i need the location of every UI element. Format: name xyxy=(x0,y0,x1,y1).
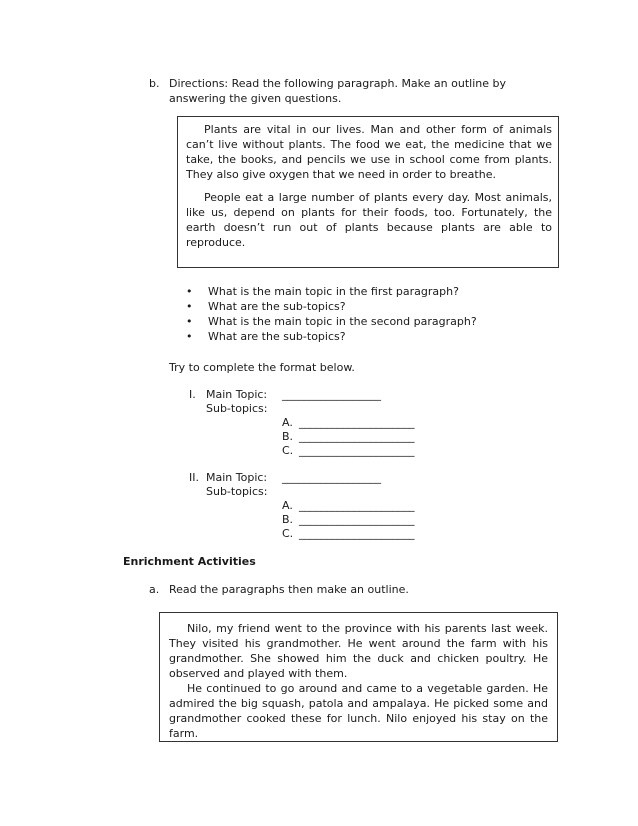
sub-topic-blank[interactable]: _____________________ xyxy=(299,527,415,540)
sub-topic-blank[interactable]: _____________________ xyxy=(299,499,415,512)
story-paragraph-2: He continued to go around and came to a vegetable garden. He admired the big squash, patola and ampalaya. He picked some and grandmother cooked these for lunch. Nilo enjoyed his stay on the farm. xyxy=(169,682,548,740)
enrichment-item-text: Read the paragraphs then make an outline. xyxy=(169,583,409,596)
question-list xyxy=(186,284,526,344)
outline-part-2 xyxy=(189,470,489,540)
question-text: What is the main topic in the first paragraph? xyxy=(208,285,459,298)
sub-topics-label: Sub-topics: xyxy=(206,485,268,498)
main-topic-blank[interactable]: __________________ xyxy=(282,388,381,401)
section-b-marker: b. xyxy=(149,77,160,90)
question-text: What are the sub-topics? xyxy=(208,300,346,313)
bullet-icon: • xyxy=(186,285,193,298)
question-text: What is the main topic in the second paragraph? xyxy=(208,315,477,328)
question-item xyxy=(186,329,526,344)
question-item xyxy=(186,299,526,314)
format-instruction: Try to complete the format below. xyxy=(169,361,355,374)
sub-topic-letter: B. xyxy=(282,513,294,526)
outline-part-1 xyxy=(189,387,489,457)
section-b-directions: Directions: Read the following paragraph. Make an outline by answering the given questions. xyxy=(169,77,506,105)
bullet-icon: • xyxy=(186,315,193,328)
enrichment-heading: Enrichment Activities xyxy=(123,555,256,568)
main-topic-label: Main Topic: xyxy=(206,471,268,484)
sub-topic-blank[interactable]: _____________________ xyxy=(299,416,415,429)
question-item xyxy=(186,284,526,299)
reading-paragraph-1: Plants are vital in our lives. Man and other form of animals can’t live without plants. The food we eat, the medicine that we take, the books, and pencils we use in school come from plants. They also give oxygen that we need in order to breathe. xyxy=(186,123,552,181)
reading-box-nilo xyxy=(159,612,558,742)
main-topic-label: Main Topic: xyxy=(206,388,268,401)
question-text: What are the sub-topics? xyxy=(208,330,346,343)
sub-topic-blank[interactable]: _____________________ xyxy=(299,430,415,443)
outline-numeral: II. xyxy=(189,471,199,484)
reading-paragraph-2: People eat a large number of plants every day. Most animals, like us, depend on plants for their foods, too. Fortunately, the earth doesn’t run out of plants because plants are able to reproduce. xyxy=(186,191,552,249)
bullet-icon: • xyxy=(186,330,193,343)
reading-box-plants xyxy=(177,116,559,268)
bullet-icon: • xyxy=(186,300,193,313)
sub-topic-letter: B. xyxy=(282,430,294,443)
sub-topic-blank[interactable]: _____________________ xyxy=(299,513,415,526)
sub-topic-letter: A. xyxy=(282,499,293,512)
question-item xyxy=(186,314,526,329)
enrichment-item-marker: a. xyxy=(149,583,160,596)
main-topic-blank[interactable]: __________________ xyxy=(282,471,381,484)
sub-topic-blank[interactable]: _____________________ xyxy=(299,444,415,457)
outline-numeral: I. xyxy=(189,388,196,401)
sub-topic-letter: C. xyxy=(282,527,294,540)
sub-topic-letter: C. xyxy=(282,444,294,457)
sub-topic-letter: A. xyxy=(282,416,293,429)
sub-topics-label: Sub-topics: xyxy=(206,402,268,415)
story-paragraph-1: Nilo, my friend went to the province with his parents last week. They visited his grandmother. He went around the farm with his grandmother. She showed him the duck and chicken poultry. He observed and played with them. xyxy=(169,622,548,680)
